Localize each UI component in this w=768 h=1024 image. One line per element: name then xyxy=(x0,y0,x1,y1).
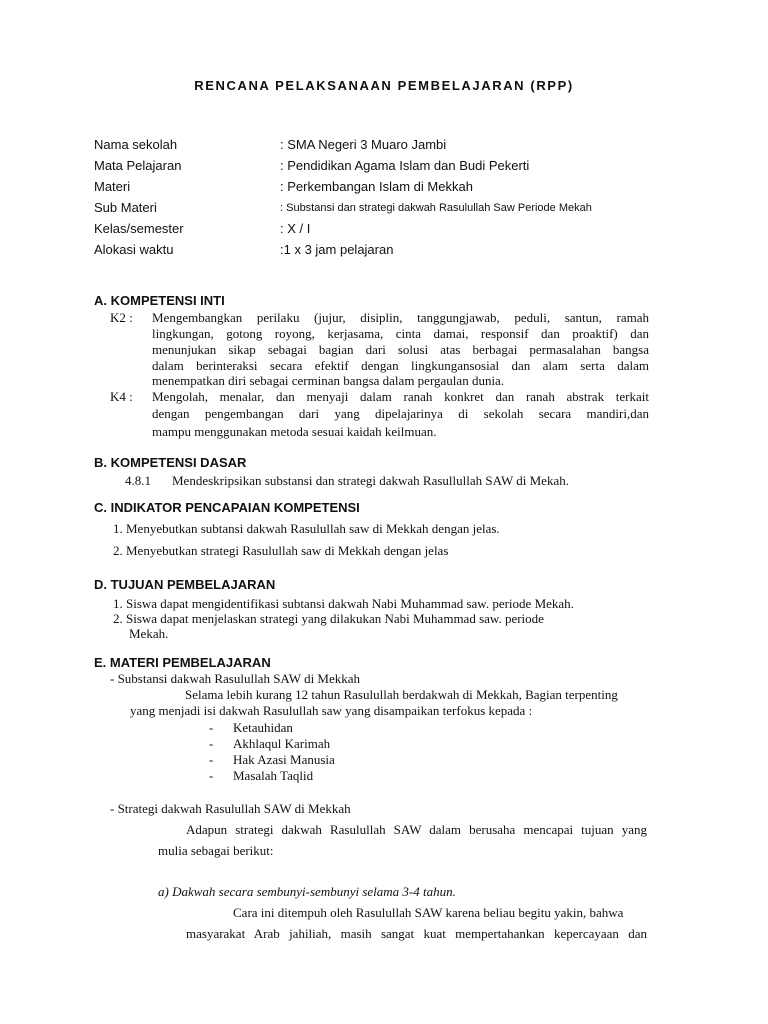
list-item: Masalah Taqlid xyxy=(233,768,314,783)
section-d-heading: D. TUJUAN PEMBELAJARAN xyxy=(94,577,276,592)
k2-line-1: Mengembangkan perilaku (jujur, disiplin, tanggungjawab, peduli, santun, ramah xyxy=(152,310,649,325)
k2-line-5: menempatkan diri sebagai cerminan bangsa dalam pergaulan dunia. xyxy=(152,373,505,388)
bullet-dash: - xyxy=(209,736,214,751)
identity-value-material: : Perkembangan Islam di Mekkah xyxy=(280,179,473,194)
indicator-item-1: 1. Menyebutkan subtansi dakwah Rasulullah saw di Mekkah dengan jelas. xyxy=(113,521,500,536)
material-sub2-title: - Strategi dakwah Rasulullah SAW di Mekkah xyxy=(110,801,351,816)
bullet-dash: - xyxy=(209,720,214,735)
material-sub2-para-1: Adapun strategi dakwah Rasulullah SAW dalam berusaha mencapai tujuan yang xyxy=(186,822,647,837)
identity-label-submaterial: Sub Materi xyxy=(94,200,157,215)
identity-value-class: : X / I xyxy=(280,221,311,236)
material-sub1-para-1: Selama lebih kurang 12 tahun Rasulullah berdakwah di Mekkah, Bagian terpenting xyxy=(185,687,618,702)
strategy-point-a: a) Dakwah secara sembunyi-sembunyi selama 3-4 tahun. xyxy=(158,884,456,899)
objective-item-2-cont: Mekah. xyxy=(129,626,169,641)
section-c-heading: C. INDIKATOR PENCAPAIAN KOMPETENSI xyxy=(94,500,360,515)
material-sub2-para-2: mulia sebagai berikut: xyxy=(158,843,274,858)
material-sub1-title: - Substansi dakwah Rasulullah SAW di Mekkah xyxy=(110,671,361,686)
identity-label-school: Nama sekolah xyxy=(94,137,178,152)
bullet-dash: - xyxy=(209,768,214,783)
k4-line-3: mampu menggunakan metoda sesuai kaidah keilmuan. xyxy=(152,424,437,439)
section-a-heading: A. KOMPETENSI INTI xyxy=(94,293,225,308)
objective-item-1: 1. Siswa dapat mengidentifikasi subtansi dakwah Nabi Muhammad saw. periode Mekah. xyxy=(113,596,574,611)
strategy-point-a-line-1: Cara ini ditempuh oleh Rasulullah SAW karena beliau begitu yakin, bahwa xyxy=(233,905,624,920)
identity-label-class: Kelas/semester xyxy=(94,221,184,236)
k4-line-1: Mengolah, menalar, dan menyaji dalam ranah konkret dan ranah abstrak terkait xyxy=(152,389,649,404)
kd-number: 4.8.1 xyxy=(125,473,151,488)
identity-value-submaterial: : Substansi dan strategi dakwah Rasulullah Saw Periode Mekah xyxy=(280,202,592,214)
k2-line-4: dalam berinteraksi secara efektif dengan lingkungansosial dan alam serta dalam xyxy=(152,358,649,373)
objective-item-2: 2. Siswa dapat menjelaskan strategi yang dilakukan Nabi Muhammad saw. periode xyxy=(113,611,544,626)
section-b-heading: B. KOMPETENSI DASAR xyxy=(94,455,247,470)
material-sub1-para-2: yang menjadi isi dakwah Rasulullah saw yang disampaikan terfokus kepada : xyxy=(130,703,533,718)
k2-line-2: lingkungan, gotong royong, kerjasama, cinta damai, responsif dan proaktif) dan xyxy=(152,326,649,341)
identity-label-time: Alokasi waktu xyxy=(94,242,174,257)
section-e-heading: E. MATERI PEMBELAJARAN xyxy=(94,655,271,670)
k2-label: K2 : xyxy=(110,310,133,325)
list-item: Hak Azasi Manusia xyxy=(233,752,335,767)
identity-value-subject: : Pendidikan Agama Islam dan Budi Pekerti xyxy=(280,158,530,173)
k2-line-3: menunjukan sikap sebagai bagian dari solusi atas berbagai permasalahan bangsa xyxy=(152,342,649,357)
list-item: Ketauhidan xyxy=(233,720,293,735)
bullet-dash: - xyxy=(209,752,214,767)
k4-label: K4 : xyxy=(110,389,133,404)
identity-label-subject: Mata Pelajaran xyxy=(94,158,182,173)
indicator-item-2: 2. Menyebutkan strategi Rasulullah saw di Mekkah dengan jelas xyxy=(113,543,449,558)
document-title: RENCANA PELAKSANAAN PEMBELAJARAN (RPP) xyxy=(194,78,574,93)
identity-value-time: :1 x 3 jam pelajaran xyxy=(280,242,394,257)
kd-text: Mendeskripsikan substansi dan strategi dakwah Rasullullah SAW di Mekah. xyxy=(172,473,569,488)
list-item: Akhlaqul Karimah xyxy=(233,736,331,751)
strategy-point-a-line-2: masyarakat Arab jahiliah, masih sangat kuat mempertahankan kepercayaan dan xyxy=(186,926,647,941)
identity-value-school: : SMA Negeri 3 Muaro Jambi xyxy=(280,137,447,152)
k4-line-2: dengan pengembangan dari yang dipelajarinya di sekolah secara mandiri,dan xyxy=(152,406,649,421)
identity-label-material: Materi xyxy=(94,179,131,194)
